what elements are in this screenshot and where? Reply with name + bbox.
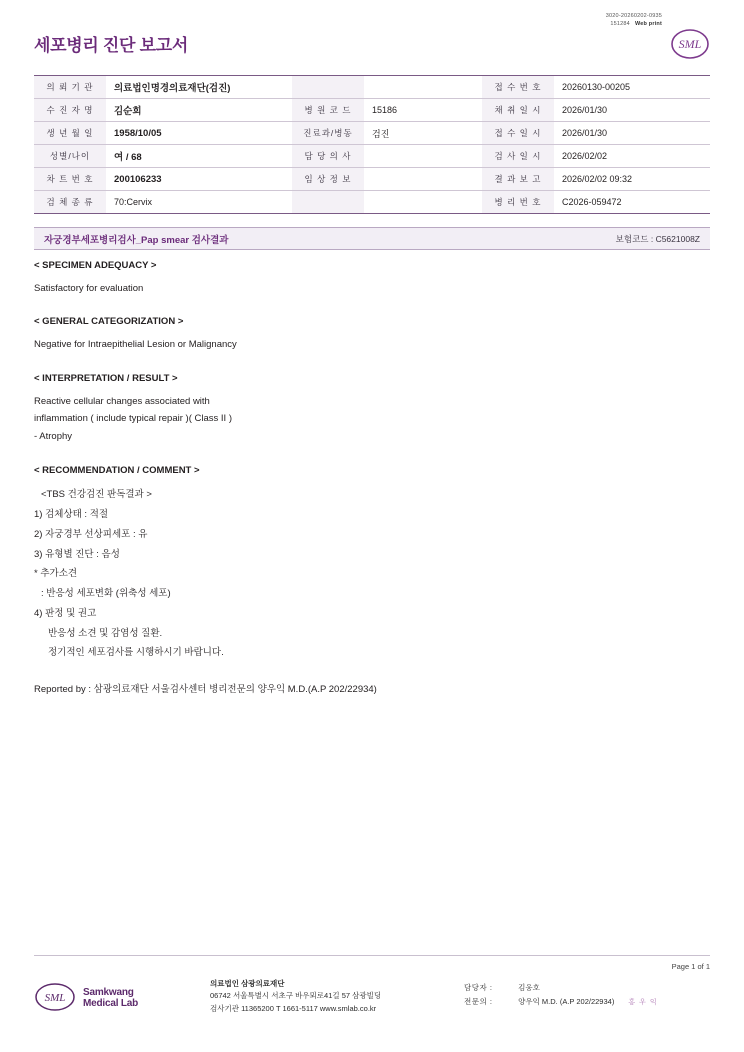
page-title: 세포병리 진단 보고서 [34,36,188,55]
row-label-3: 접 수 일 시 [482,122,554,145]
row-label-1: 의 뢰 기 관 [34,76,106,99]
row-label-2 [292,76,364,99]
sml-footer-logo-icon [34,982,78,1014]
footer-signers [464,981,658,1010]
footer-brand [83,987,138,1010]
interpretation-line-2: inflammation ( include typical repair )( Class II ) [34,413,232,425]
table-row [34,99,710,122]
row-value-2 [364,191,482,214]
row-label-3: 병 리 번 호 [482,191,554,214]
footer-logo [34,982,138,1014]
insurance-code: 보험코드 : C5621008Z [615,233,700,244]
table-row [34,168,710,191]
footer-specialist-row [464,995,658,1009]
interpretation-line-3: - Atrophy [34,431,73,443]
row-label-1: 생 년 월 일 [34,122,106,145]
row-value-2 [364,76,482,99]
row-value-1: 70:Cervix [106,191,292,214]
row-value-1: 김순희 [106,99,292,122]
reported-by: Reported by : 삼광의료재단 서울검사센터 병리전문의 양우익 M.D.(A.P 202/22934) [34,683,377,695]
row-value-3: 2026/02/02 09:32 [554,168,710,191]
recommendation-line-5: * 추가소견 [34,568,78,580]
footer-brand-line1: Samkwang [83,986,134,998]
recommendation-line-8: 반응성 소견 및 감염성 질환. [48,627,163,639]
print-meta-line2: 151284 Web print [610,21,662,28]
test-name: 자궁경부세포병리검사_Pap smear 검사결과 [44,234,229,246]
row-label-3: 접 수 번 호 [482,76,554,99]
recommendation-line-3: 2) 자궁경부 선상피세포 : 유 [34,528,148,540]
row-value-3: 2026/01/30 [554,122,710,145]
row-value-3: 2026/02/02 [554,145,710,168]
report-body [34,259,710,698]
page-number: Page 1 of 1 [671,962,710,971]
table-row [34,191,710,214]
footer-specialist-label: 전문의 : [464,997,493,1007]
row-label-1: 검 체 종 류 [34,191,106,214]
svg-text:SML: SML [44,992,66,1004]
general-categorization-heading: < GENERAL CATEGORIZATION > [34,316,184,328]
row-value-1: 200106233 [106,168,292,191]
recommendation-line-2: 1) 검체상태 : 적절 [34,509,109,521]
row-label-2: 담 당 의 사 [292,145,364,168]
row-label-1: 차 트 번 호 [34,168,106,191]
recommendation-line-4: 3) 유형별 진단 : 음성 [34,548,120,560]
row-label-2: 임 상 정 보 [292,168,364,191]
row-label-3: 결 과 보 고 [482,168,554,191]
row-label-1: 성별/나이 [34,145,106,168]
row-value-1: 1958/10/05 [106,122,292,145]
table-row [34,145,710,168]
row-label-3: 채 취 일 시 [482,99,554,122]
print-meta [606,12,662,29]
table-row [34,122,710,145]
specimen-adequacy-text: Satisfactory for evaluation [34,282,144,294]
web-print-label: Web print [634,21,662,28]
test-result-banner [34,227,710,250]
svg-text:SML: SML [678,37,702,51]
row-value-2: 15186 [364,99,482,122]
row-label-2: 진료과/병동 [292,122,364,145]
interpretation-heading: < INTERPRETATION / RESULT > [34,372,178,384]
print-meta-line1: 3020-20260202-0935 [605,13,662,19]
row-label-1: 수 진 자 명 [34,99,106,122]
row-value-3: C2026-059472 [554,191,710,214]
footer-brand-line2: Medical Lab [83,998,139,1009]
row-label-2: 병 원 코 드 [292,99,364,122]
footer-divider [34,955,710,956]
table-row [34,76,710,99]
footer-specialist-name: 양우익 M.D. (A.P 202/22934) [518,997,615,1007]
footer-manager-label: 담당자 : [464,983,493,992]
footer-address: 06742 서울특별시 서초구 바우뫼로41길 57 삼광빌딩 [210,991,382,1001]
row-value-2 [364,168,482,191]
footer-address-block [210,978,381,1015]
footer-contact: 검사기관 11365200 T 1661-5117 www.smlab.co.kr [210,1003,377,1013]
interpretation-line-1: Reactive cellular changes associated with [34,395,210,407]
recommendation-line-6: : 반응성 세포변화 (위축성 세포) [41,588,171,600]
recommendation-line-7: 4) 판정 및 권고 [34,607,97,619]
sml-logo-icon [670,28,710,60]
row-value-3: 2026/01/30 [554,99,710,122]
row-label-2 [292,191,364,214]
row-value-1: 의료법인명경의료재단(검진) [106,76,292,99]
row-value-2 [364,145,482,168]
row-value-3: 20260130-00205 [554,76,710,99]
recommendation-line-1: <TBS 건강검진 판독결과 > [41,489,152,501]
row-value-1: 여 / 68 [106,145,292,168]
page-footer [34,978,710,1028]
row-value-2: 검진 [364,122,482,145]
recommendation-line-9: 정기적인 세포검사를 시행하시기 바랍니다. [48,647,224,659]
patient-info-table [34,75,710,214]
row-label-3: 검 사 일 시 [482,145,554,168]
footer-manager-name: 김웅호 [518,983,540,992]
recommendation-heading: < RECOMMENDATION / COMMENT > [34,464,200,476]
signature-stamp: 홍 우 익 [628,999,658,1007]
footer-manager-row [464,981,658,995]
footer-org-name: 의료법인 삼광의료재단 [210,979,285,988]
general-categorization-text: Negative for Intraepithelial Lesion or Malignancy [34,339,237,351]
specimen-adequacy-heading: < SPECIMEN ADEQUACY > [34,260,157,271]
